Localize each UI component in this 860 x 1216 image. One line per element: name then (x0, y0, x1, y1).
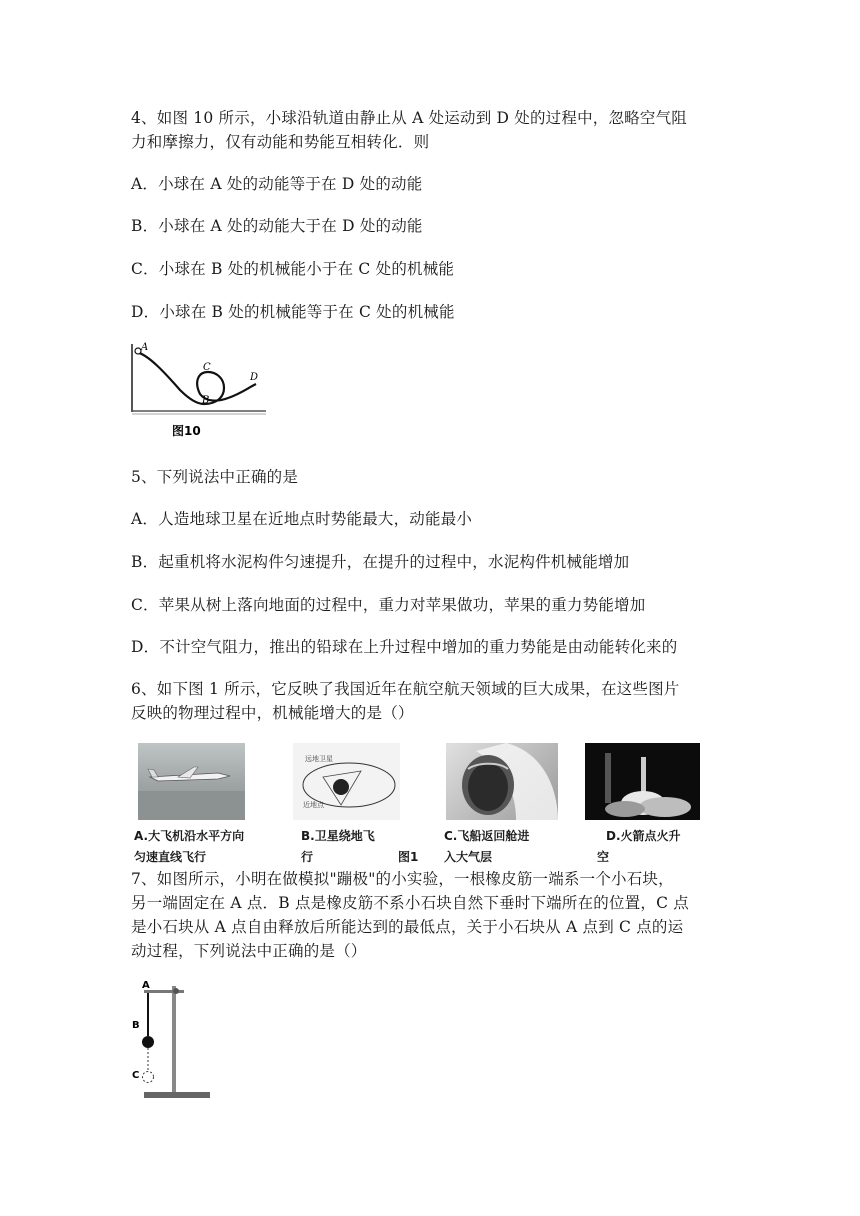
q7-bungee-figure (130, 978, 220, 1103)
label-c: C (203, 362, 211, 373)
caption-d-line1: D.火箭点火升 (606, 829, 681, 843)
figure-1-caption: 图1 (398, 850, 419, 864)
orbit-label-near: 近地点 (303, 801, 324, 809)
caption-a-line1: A.大飞机沿水平方向 (134, 829, 245, 843)
capsule-icon (446, 743, 558, 820)
q6-stem-line2: 反映的物理过程中，机械能增大的是（） (131, 704, 414, 722)
q7-stem-line3: 是小石块从 A 点自由释放后所能达到的最低点，关于小石块从 A 点到 C 点的运 (131, 918, 684, 936)
caption-c-line1: C.飞船返回舱进 (444, 829, 530, 843)
q7-stem-line4: 动过程，下列说法中正确的是（） (131, 942, 367, 960)
q5-option-c: C．苹果从树上落向地面的过程中，重力对苹果做功，苹果的重力势能增加 (131, 596, 646, 614)
q7-stem-line2: 另一端固定在 A 点．B 点是橡皮筋不系小石块自然下垂时下端所在的位置，C 点 (131, 894, 689, 912)
label-b: B (132, 1020, 140, 1031)
q6-photo-figure (128, 743, 708, 863)
label-c: C (132, 1070, 140, 1081)
label-b: B (202, 395, 210, 406)
photo-aircraft (138, 743, 245, 820)
bungee-stand-diagram (130, 978, 220, 1103)
photo-rocket-launch (585, 743, 700, 820)
caption-c-line2: 入大气层 (444, 850, 493, 864)
caption-a-line2: 匀速直线飞行 (134, 850, 207, 864)
q4-stem-line2: 力和摩擦力，仅有动能和势能互相转化．则 (131, 133, 430, 151)
q4-option-d: D．小球在 B 处的机械能等于在 C 处的机械能 (131, 303, 455, 321)
q4-option-c: C．小球在 B 处的机械能小于在 C 处的机械能 (131, 260, 455, 278)
caption-b-line1: B.卫星绕地飞 (301, 829, 375, 843)
caption-b-line2: 行 (301, 850, 314, 864)
q6-stem-line1: 6、如下图 1 所示，它反映了我国近年在航空航天领域的巨大成果，在这些图片 (131, 680, 680, 698)
label-a: A (141, 342, 149, 353)
rocket-icon (585, 743, 700, 820)
q4-option-b: B．小球在 A 处的动能大于在 D 处的动能 (131, 217, 423, 235)
q5-option-d: D．不计空气阻力，推出的铅球在上升过程中增加的重力势能是由动能转化来的 (131, 638, 678, 656)
q7-stem-line1: 7、如图所示，小明在做模拟"蹦极"的小实验，一根橡皮筋一端系一个小石块， (131, 870, 674, 888)
orbit-icon (293, 743, 400, 820)
photo-return-capsule (446, 743, 558, 820)
label-d: D (250, 372, 259, 383)
label-a: A (142, 980, 150, 991)
orbit-label-far: 远地卫星 (305, 755, 333, 763)
q4-track-figure (128, 340, 268, 440)
caption-d-line2: 空 (597, 850, 610, 864)
q5-stem: 5、下列说法中正确的是 (131, 468, 299, 486)
photo-satellite-orbit (293, 743, 400, 820)
q5-option-b: B．起重机将水泥构件匀速提升，在提升的过程中，水泥构件机械能增加 (131, 553, 630, 571)
figure-caption: 图10 (172, 424, 201, 438)
track-diagram (128, 340, 268, 440)
q5-option-a: A．人造地球卫星在近地点时势能最大，动能最小 (131, 510, 473, 528)
q4-stem-line1: 4、如图 10 所示，小球沿轨道由静止从 A 处运动到 D 处的过程中，忽略空气阻 (131, 109, 687, 127)
q4-option-a: A．小球在 A 处的动能等于在 D 处的动能 (131, 175, 423, 193)
aircraft-icon (138, 743, 245, 820)
